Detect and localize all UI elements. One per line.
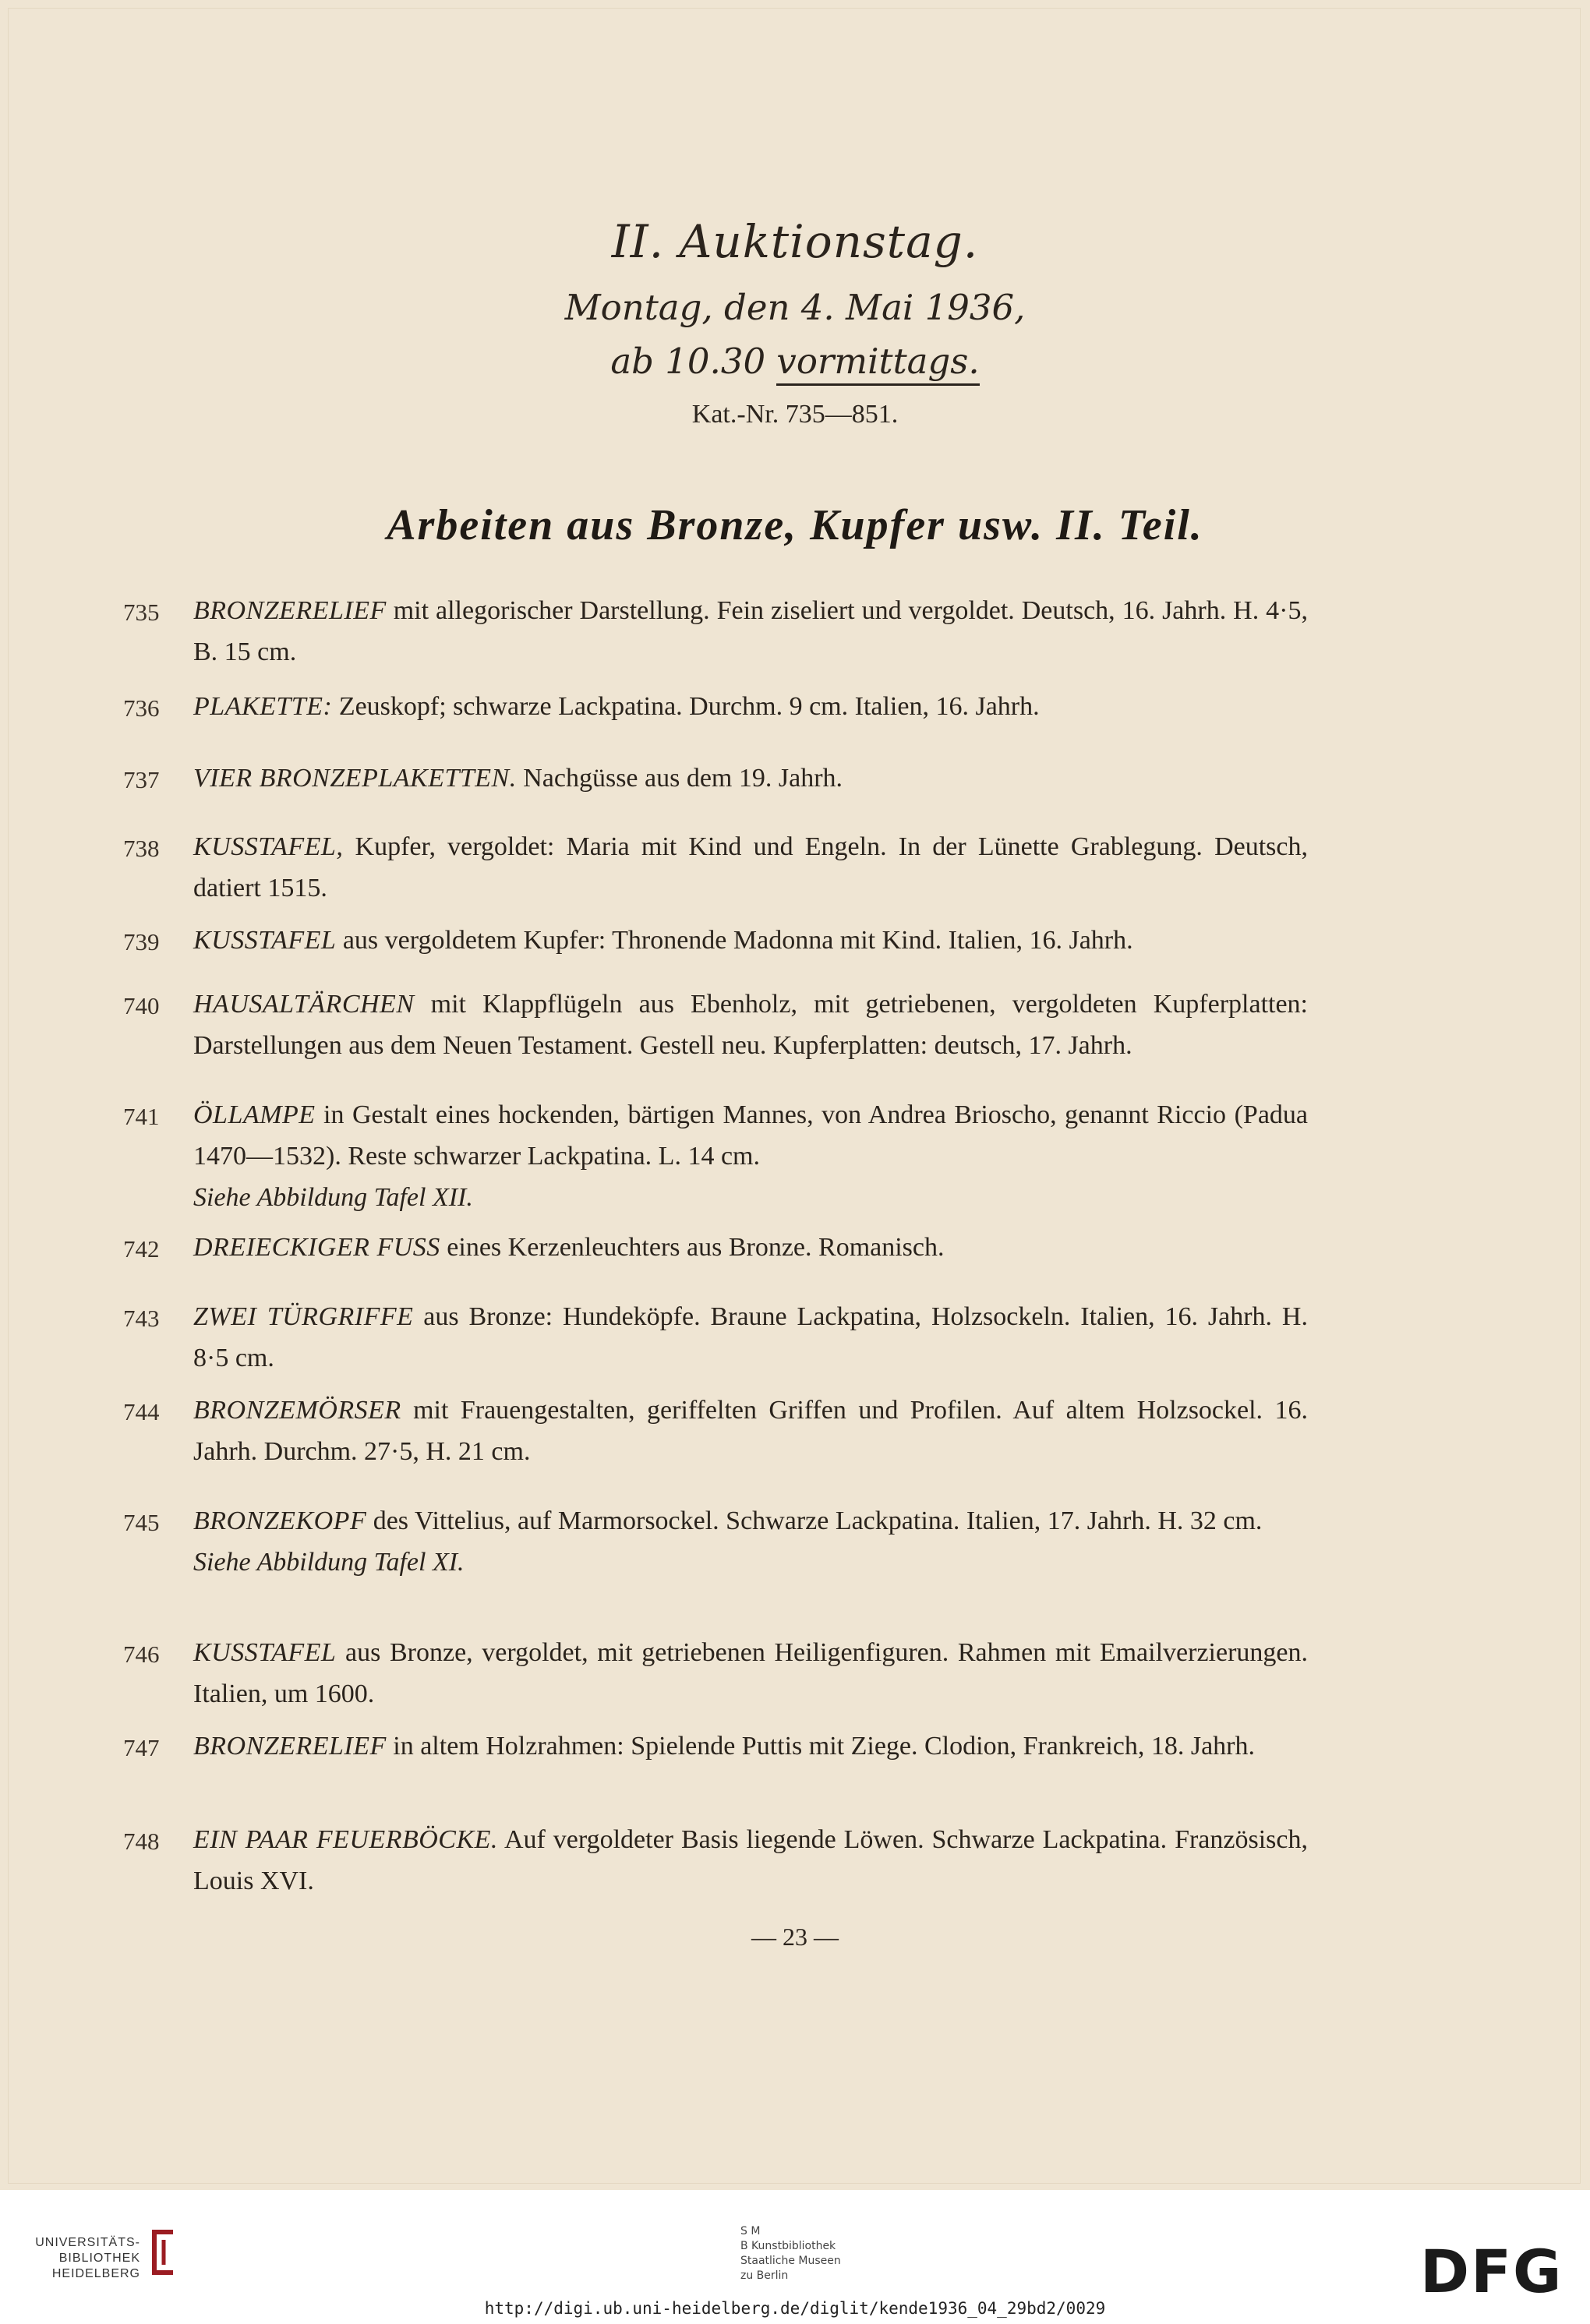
entry-number: 737 <box>123 766 160 793</box>
entry-number: 748 <box>123 1828 160 1855</box>
dfg-logo: DFG <box>1420 2237 1564 2306</box>
entry-description <box>193 1094 1308 1218</box>
entry-text: Kupfer, vergoldet: Maria mit Kind und Engeln. In der Lünette Grablegung. Deutsch, datiert 1515. <box>193 832 1308 902</box>
entry-title: EIN PAAR FEUERBÖCKE. <box>193 1825 498 1854</box>
entry-number: 739 <box>123 928 160 955</box>
entry-text: Nachgüsse aus dem 19. Jahrh. <box>516 764 843 793</box>
section-title: Arbeiten aus Bronze, Kupfer usw. II. Teil. <box>387 501 1203 549</box>
smb-line: S M <box>740 2225 761 2237</box>
entry-description <box>193 686 1308 727</box>
smb-line: zu Berlin <box>740 2269 789 2282</box>
entry-number: 741 <box>123 1103 160 1130</box>
entry-description <box>193 984 1308 1066</box>
entry-title: KUSSTAFEL, <box>193 832 344 861</box>
entry-text: mit allegorischer Darstellung. Fein ziseliert und vergoldet. Deutsch, 16. Jahrh. H. 4·5, B. 15 cm. <box>193 596 1308 666</box>
entry-text: in altem Holzrahmen: Spielende Puttis mit Ziege. Clodion, Frankreich, 18. Jahrh. <box>386 1732 1255 1761</box>
entry-note: Siehe Abbildung Tafel XII. <box>193 1183 473 1212</box>
entry-text: aus Bronze: Hundeköpfe. Braune Lackpatina, Holzsockeln. Italien, 16. Jahrh. H. 8·5 cm. <box>193 1302 1308 1372</box>
entry-title: ÖLLAMPE <box>193 1100 316 1129</box>
entry-title: BRONZERELIEF <box>193 596 387 625</box>
smb-line: Staatliche Museen <box>740 2255 841 2267</box>
auction-date: Montag, den 4. Mai 1936, <box>564 287 1026 328</box>
entry-description <box>193 1819 1308 1902</box>
entry-description <box>193 1725 1308 1767</box>
entry-number: 735 <box>123 599 160 626</box>
entry-number: 738 <box>123 835 160 862</box>
entry-number: 743 <box>123 1305 160 1332</box>
entry-text: Auf vergoldeter Basis liegende Löwen. Schwarze Lackpatina. Französisch, Louis XVI. <box>193 1825 1308 1895</box>
entry-text: mit Klappflügeln aus Ebenholz, mit getriebenen, vergoldeten Kupferplatten: Darstellungen aus dem Neuen Testament. Gestell neu. Kupferplatten: deutsch, 17. Jahrh. <box>193 990 1308 1060</box>
entry-description <box>193 1632 1308 1715</box>
entry-number: 746 <box>123 1641 160 1668</box>
library-logo-text <box>23 2235 140 2282</box>
entry-title: BRONZEMÖRSER <box>193 1396 401 1425</box>
entry-number: 747 <box>123 1734 160 1761</box>
page-number: — 23 — <box>751 1923 839 1951</box>
entry-title: KUSSTAFEL <box>193 926 337 955</box>
entry-text: aus vergoldetem Kupfer: Thronende Madonna mit Kind. Italien, 16. Jahrh. <box>336 926 1133 955</box>
entry-title: PLAKETTE: <box>193 692 333 721</box>
source-url[interactable]: http://digi.ub.uni-heidelberg.de/diglit/kende1936_04_29bd2/0029 <box>484 2299 1106 2318</box>
library-line: BIBLIOTHEK <box>58 2252 140 2265</box>
entry-number: 740 <box>123 992 160 1019</box>
entry-title: VIER BRONZEPLAKETTEN. <box>193 764 517 793</box>
entry-description <box>193 590 1308 673</box>
entry-text: aus Bronze, vergoldet, mit getriebenen Heiligenfiguren. Rahmen mit Emailverzierungen. Italien, um 1600. <box>193 1638 1308 1708</box>
library-line: UNIVERSITÄTS- <box>35 2236 140 2249</box>
entry-title: HAUSALTÄRCHEN <box>193 990 415 1019</box>
entry-text: des Vittelius, auf Marmorsockel. Schwarze Lackpatina. Italien, 17. Jahrh. H. 32 cm. <box>366 1506 1263 1535</box>
library-logo-icon <box>145 2227 182 2277</box>
smb-logo-text <box>740 2224 920 2283</box>
entry-description <box>193 1227 1308 1268</box>
entry-description <box>193 758 1308 799</box>
entry-number: 736 <box>123 694 160 722</box>
entry-note: Siehe Abbildung Tafel XI. <box>193 1548 465 1577</box>
entry-title: BRONZEKOPF <box>193 1506 367 1535</box>
entry-text: Zeuskopf; schwarze Lackpatina. Durchm. 9 cm. Italien, 16. Jahrh. <box>332 692 1040 721</box>
entry-description <box>193 826 1308 909</box>
catalogue-number-range: Kat.-Nr. 735—851. <box>691 400 899 429</box>
entry-description <box>193 1390 1308 1472</box>
entry-title: BRONZERELIEF <box>193 1732 387 1761</box>
smb-line: B Kunstbibliothek <box>740 2240 836 2252</box>
entry-number: 744 <box>123 1398 160 1425</box>
entry-number: 742 <box>123 1235 160 1263</box>
time-underlined: vormittags. <box>776 341 979 386</box>
entry-title: DREIECKIGER FUSS <box>193 1233 440 1262</box>
entry-number: 745 <box>123 1509 160 1536</box>
time-prefix: ab 10.30 <box>610 341 766 382</box>
auction-time <box>0 341 1590 382</box>
entry-text: eines Kerzenleuchters aus Bronze. Romanisch. <box>440 1233 945 1262</box>
entry-title: ZWEI TÜRGRIFFE <box>193 1302 414 1331</box>
auction-day-heading: II. Auktionstag. <box>611 215 979 268</box>
entry-description <box>193 920 1308 961</box>
entry-description <box>193 1500 1308 1583</box>
entry-title: KUSSTAFEL <box>193 1638 337 1667</box>
entry-description <box>193 1296 1308 1379</box>
entry-text: mit Frauengestalten, geriffelten Griffen und Profilen. Auf altem Holzsockel. 16. Jahrh. Durchm. 27·5, H. 21 cm. <box>193 1396 1308 1466</box>
library-line: HEIDELBERG <box>51 2267 140 2280</box>
entry-text: in Gestalt eines hockenden, bärtigen Mannes, von Andrea Brioscho, genannt Riccio (Padua 1470—1532). Reste schwarzer Lackpatina. L. 14 cm. <box>193 1100 1308 1171</box>
